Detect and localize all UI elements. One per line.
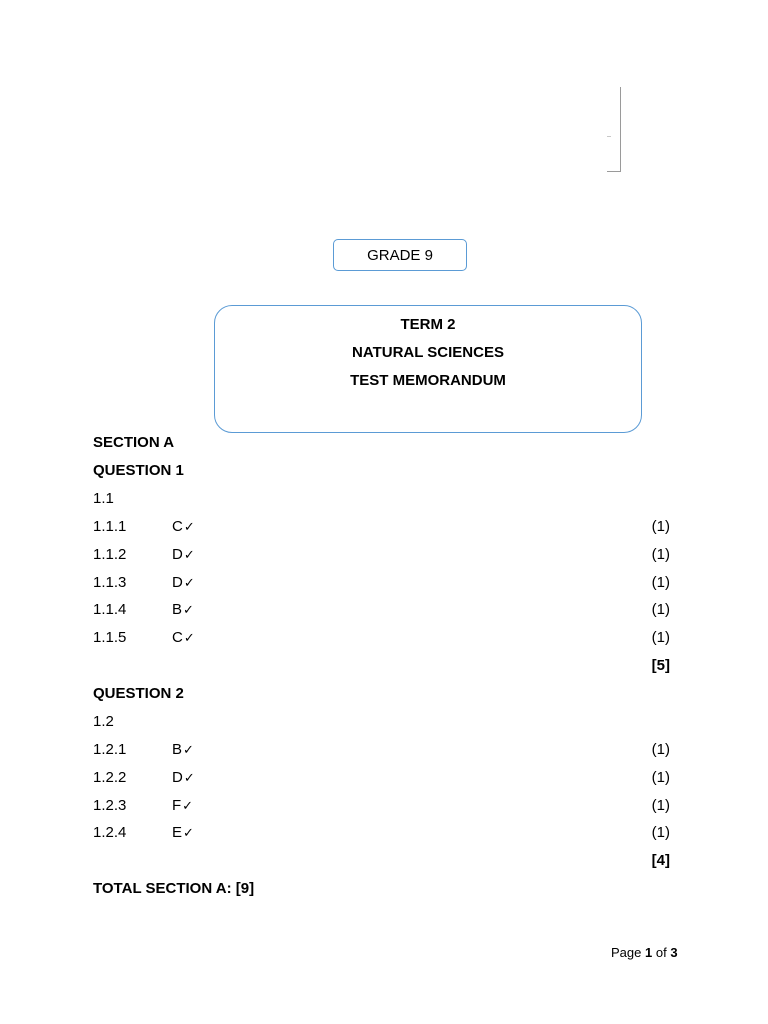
grade-box: [333, 239, 467, 271]
crop-mark: [607, 87, 621, 172]
checkmark-icon: ✓: [183, 631, 195, 646]
term-title: TERM 2: [400, 316, 456, 333]
answer-cell: [172, 599, 194, 622]
answer-cell: [172, 795, 193, 818]
section-total: TOTAL SECTION A: [9]: [93, 880, 255, 897]
answer-mark: (1): [651, 518, 670, 535]
answer-row: [93, 767, 670, 789]
answer-letter: C: [172, 518, 183, 535]
question-1-total: [5]: [651, 657, 670, 674]
question-1-heading: QUESTION 1: [93, 462, 184, 479]
answer-mark: (1): [651, 797, 670, 814]
checkmark-icon: ✓: [183, 826, 194, 841]
answer-letter: E: [172, 824, 183, 841]
answer-mark: (1): [651, 546, 670, 563]
answer-cell: [172, 544, 195, 567]
answer-letter: D: [172, 769, 183, 786]
checkmark-icon: ✓: [183, 520, 195, 535]
answer-cell: [172, 739, 194, 762]
answer-row: [93, 516, 670, 538]
answer-number: 1.1.4: [93, 601, 127, 618]
checkmark-icon: ✓: [182, 799, 194, 814]
question-2-heading: QUESTION 2: [93, 685, 184, 702]
checkmark-icon: ✓: [183, 548, 195, 563]
doc-type-title: TEST MEMORANDUM: [350, 372, 506, 389]
answer-number: 1.2.4: [93, 824, 127, 841]
question-1-subnumber: 1.1: [93, 490, 114, 507]
answer-cell: [172, 572, 195, 595]
answer-row: [93, 572, 670, 594]
checkmark-icon: ✓: [183, 771, 195, 786]
answer-letter: D: [172, 574, 183, 591]
answer-row: [93, 627, 670, 649]
answer-letter: C: [172, 629, 183, 646]
answer-letter: B: [172, 601, 183, 618]
checkmark-icon: ✓: [183, 743, 194, 758]
title-box: [214, 305, 642, 433]
section-heading: SECTION A: [93, 434, 175, 451]
footer-total-pages: 3: [670, 945, 678, 960]
answer-letter: F: [172, 797, 182, 814]
answer-number: 1.1.5: [93, 629, 127, 646]
footer-page-word: Page: [611, 945, 642, 960]
grade-label: GRADE 9: [367, 246, 433, 264]
checkmark-icon: ✓: [183, 603, 194, 618]
question-2-subnumber: 1.2: [93, 713, 114, 730]
footer-of-word: of: [655, 945, 667, 960]
answer-mark: (1): [651, 574, 670, 591]
answer-letter: D: [172, 546, 183, 563]
question-2-total: [4]: [651, 852, 670, 869]
answer-number: 1.2.1: [93, 741, 127, 758]
crop-mark-tick: [607, 136, 611, 137]
answer-mark: (1): [651, 769, 670, 786]
checkmark-icon: ✓: [183, 576, 195, 591]
answer-cell: [172, 822, 194, 845]
answer-mark: (1): [651, 824, 670, 841]
answer-number: 1.1.3: [93, 574, 127, 591]
answer-number: 1.2.2: [93, 769, 127, 786]
answer-letter: B: [172, 741, 183, 758]
answer-row: [93, 795, 670, 817]
answer-row: [93, 739, 670, 761]
answer-cell: [172, 627, 195, 650]
answer-cell: [172, 767, 195, 790]
answer-number: 1.2.3: [93, 797, 127, 814]
answer-mark: (1): [651, 741, 670, 758]
footer-current-page: 1: [645, 945, 653, 960]
page-footer: [611, 945, 678, 960]
question-2-total-row: [93, 850, 670, 872]
answer-row: [93, 544, 670, 566]
answer-number: 1.1.2: [93, 546, 127, 563]
question-1-total-row: [93, 655, 670, 677]
answer-mark: (1): [651, 629, 670, 646]
answer-row: [93, 822, 670, 844]
answer-mark: (1): [651, 601, 670, 618]
answer-cell: [172, 516, 195, 539]
answer-row: [93, 599, 670, 621]
answer-number: 1.1.1: [93, 518, 127, 535]
subject-title: NATURAL SCIENCES: [352, 344, 504, 361]
